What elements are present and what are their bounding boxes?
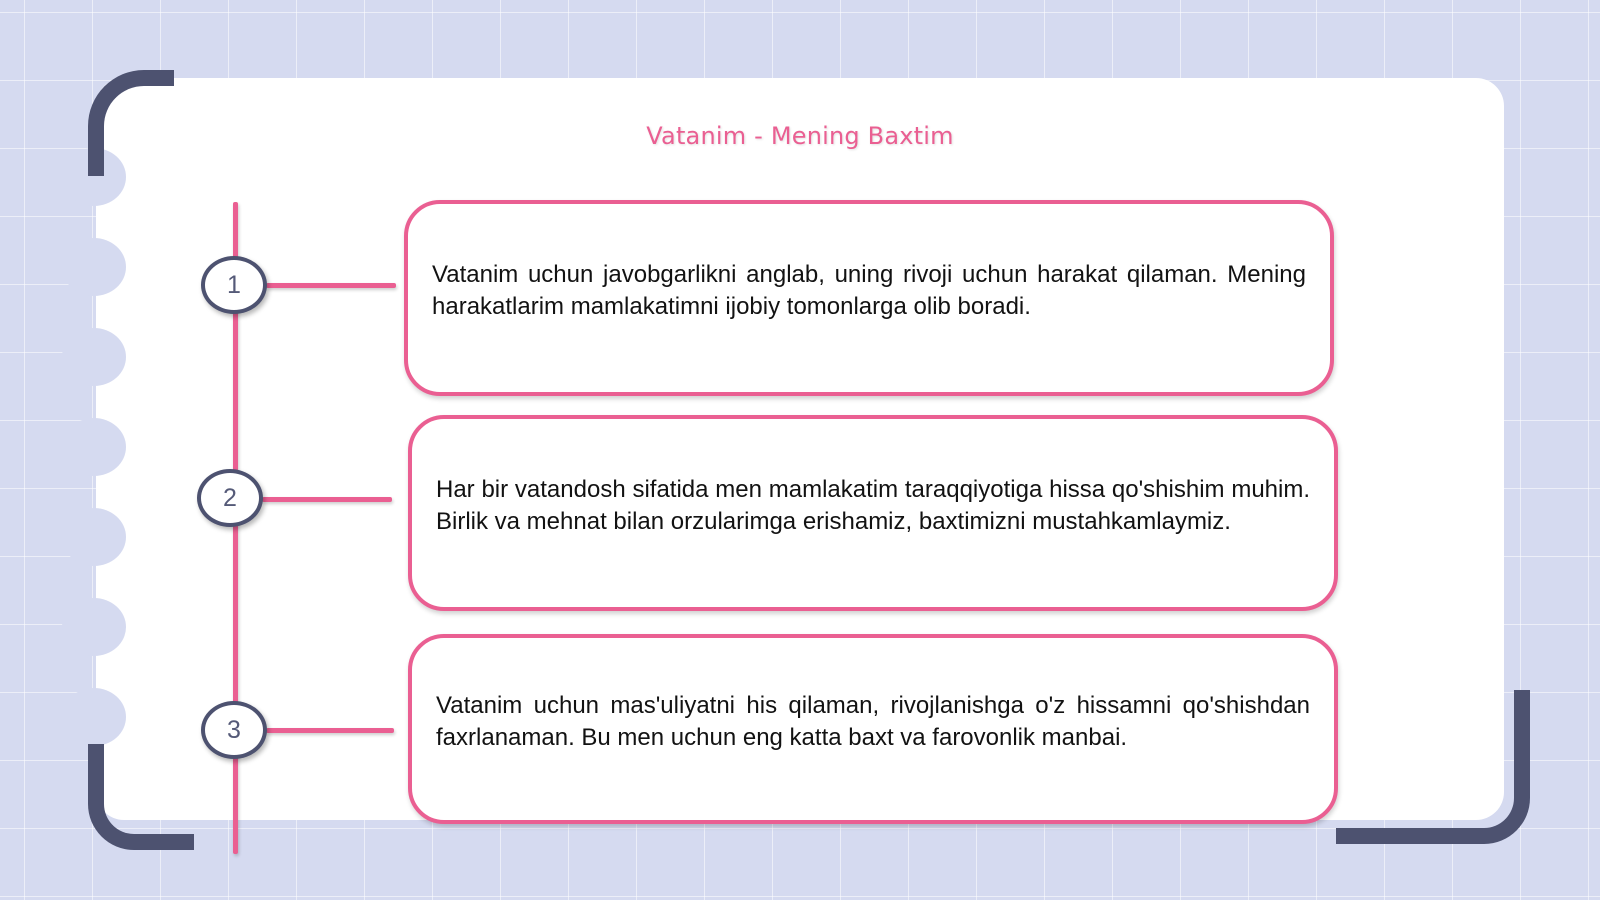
timeline-connector-1 (266, 283, 396, 288)
step-card-2 (408, 415, 1338, 611)
corner-bracket-bottom-left (88, 744, 194, 850)
step-text-1: Vatanim uchun javobgarlikni anglab, uning rivoji uchun harakat qilaman. Mening harakatlarim mamlakatimni ijobiy tomonlarga olib boradi. (432, 261, 1306, 320)
step-number-2: 2 (223, 483, 237, 512)
step-text-2: Har bir vatandosh sifatida men mamlakatim taraqqiyotiga hissa qo'shishim muhim. Birlik va mehnat bilan orzularimga erishamiz, baxtimizni mustahkamlaymiz. (436, 476, 1310, 535)
step-number-3: 3 (227, 715, 241, 744)
slide-title: Vatanim - Mening Baxtim (646, 122, 954, 150)
corner-bracket-bottom-right (1336, 690, 1530, 844)
sheet-edge-scallop (62, 598, 126, 656)
step-card-3 (408, 634, 1338, 824)
step-number-1: 1 (227, 270, 241, 299)
sheet-edge-scallop (62, 328, 126, 386)
sheet-edge-scallop (62, 238, 126, 296)
timeline-connector-3 (266, 728, 394, 733)
step-marker-2 (197, 469, 263, 527)
sheet-edge-scallop (62, 418, 126, 476)
sheet-edge-scallop (62, 508, 126, 566)
sheet-edge-scallop (62, 688, 126, 746)
step-text-3: Vatanim uchun mas'uliyatni his qilaman, rivojlanishga o'z hissamni qo'shishdan faxrlanaman. Bu men uchun eng katta baxt va farovonlik manbai. (436, 692, 1310, 751)
step-marker-1 (201, 256, 267, 314)
step-marker-3 (201, 701, 267, 759)
timeline-connector-2 (262, 497, 392, 502)
step-card-1 (404, 200, 1334, 396)
